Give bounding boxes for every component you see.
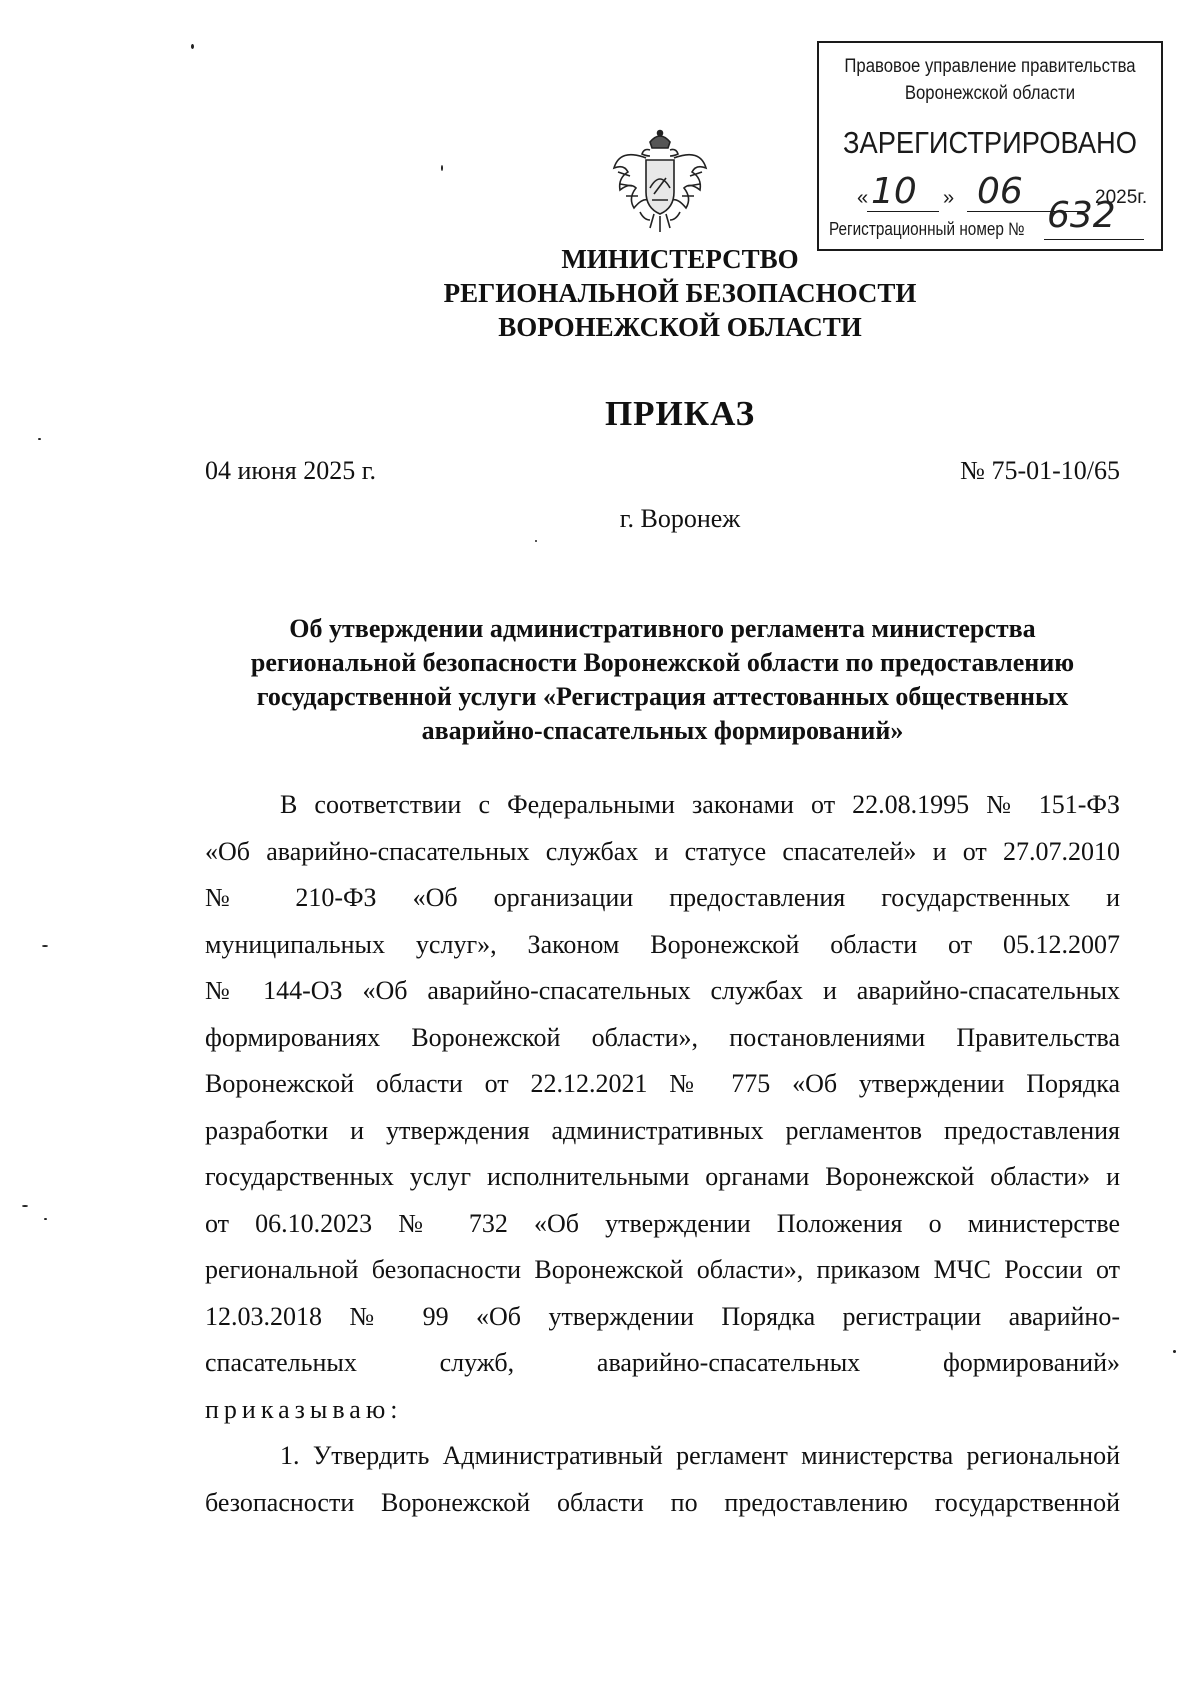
body-line: 12.03.2018 № 99 «Об утверждении Порядка регистрации аварийно-: [205, 1301, 1120, 1331]
scan-speck: [38, 438, 41, 440]
order-number: № 75-01-10/65: [960, 456, 1120, 485]
order-word: приказываю:: [205, 1394, 403, 1424]
ministry-title-line2: РЕГИОНАЛЬНОЙ БЕЗОПАСНОСТИ: [443, 278, 917, 308]
stamp-date-day-underline: [867, 211, 939, 212]
body-line: государственных услуг исполнительными органами Воронежской области» и: [205, 1162, 1120, 1191]
stamp-date-day: 10: [871, 171, 917, 212]
ministry-title-line1: МИНИСТЕРСТВО: [561, 244, 799, 274]
order-date: 04 июня 2025 г.: [205, 456, 376, 485]
scan-speck: [441, 165, 443, 171]
item1-line1: 1. Утвердить Административный регламент министерства региональной: [280, 1441, 1120, 1470]
scan-speck: [191, 44, 194, 49]
body-line: региональной безопасности Воронежской области», приказом МЧС России от: [205, 1255, 1120, 1284]
document-type: ПРИКАЗ: [604, 394, 756, 433]
stamp-regnum-label: Регистрационный номер №: [829, 219, 1025, 239]
scan-speck: [535, 540, 537, 542]
stamp-org-line1: Правовое управление правительства: [844, 56, 1136, 77]
coat-of-arms-emblem: [610, 128, 710, 234]
stamp-regnum-underline: [1044, 239, 1144, 240]
stamp-status: ЗАРЕГИСТРИРОВАНО: [843, 125, 1137, 160]
subject-line1: Об утверждении административного регламента министерства: [289, 614, 1036, 643]
body-line: разработки и утверждения административных регламентов предоставления: [205, 1115, 1120, 1145]
scan-speck: [42, 945, 48, 947]
stamp-date-close-quote: »: [943, 187, 955, 209]
ministry-title-line3: ВОРОНЕЖСКОЙ ОБЛАСТИ: [498, 312, 862, 342]
body-line: «Об аварийно-спасательных службах и статусе спасателей» и от 27.07.2010: [205, 836, 1120, 866]
body-line: В соответствии с Федеральными законами от 22.08.1995 № 151-ФЗ: [280, 790, 1120, 819]
stamp-date-year: 2025г.: [1095, 187, 1148, 208]
scan-speck: [1173, 1350, 1176, 1353]
scan-speck: [22, 1205, 28, 1207]
registration-stamp: [817, 41, 1163, 251]
order-subject: [205, 612, 1120, 748]
stamp-date-open-quote: «: [857, 187, 869, 209]
body-line: Воронежской области от 22.12.2021 № 775 «Об утверждении Порядка: [205, 1069, 1120, 1098]
scan-speck: [44, 1218, 47, 1220]
subject-line3: государственной услуги «Регистрация аттестованных общественных: [256, 682, 1069, 711]
body-line: муниципальных услуг», Законом Воронежской области от 05.12.2007: [205, 929, 1120, 959]
body-line: формированиях Воронежской области», постановлениями Правительства: [205, 1022, 1120, 1052]
body-line: спасательных служб, аварийно-спасательных формирований»: [205, 1348, 1120, 1377]
stamp-regnum-value: 632: [1047, 195, 1116, 236]
body-line: от 06.10.2023 № 732 «Об утверждении Положения о министерстве: [205, 1208, 1120, 1238]
body-line: № 210-ФЗ «Об организации предоставления государственных и: [205, 883, 1120, 912]
item1-line2: безопасности Воронежской области по предоставлению государственной: [205, 1487, 1120, 1517]
stamp-organization: [840, 53, 1141, 107]
stamp-date-month: 06: [977, 171, 1023, 212]
subject-line2: региональной безопасности Воронежской области по предоставлению: [250, 648, 1075, 677]
subject-line4: аварийно-спасательных формирований»: [421, 716, 904, 745]
stamp-org-line2: Воронежской области: [904, 83, 1076, 104]
preamble-paragraph: [205, 782, 1120, 1526]
order-city: г. Воронеж: [619, 504, 741, 533]
body-line: № 144-ОЗ «Об аварийно-спасательных службах и аварийно-спасательных: [205, 976, 1120, 1005]
